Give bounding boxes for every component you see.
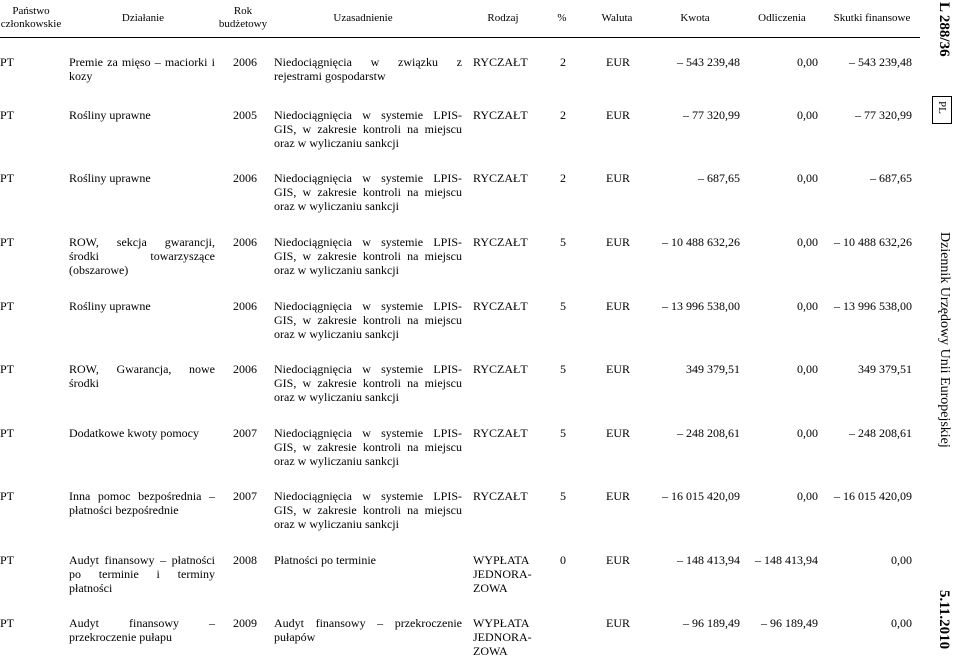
cell-procent: 2 bbox=[560, 108, 566, 122]
publication-date: 5.11.2010 bbox=[936, 590, 952, 650]
cell-dzialanie: Inna pomoc bezpośrednia – płatności bezpośrednie bbox=[69, 489, 215, 517]
cell-skutki: – 248 208,61 bbox=[849, 426, 912, 440]
cell-rok: 2006 bbox=[233, 299, 257, 313]
header-waluta: Waluta bbox=[601, 11, 633, 24]
cell-dzialanie: ROW, sekcja gwarancji, środki towarzyszące (obszarowe) bbox=[69, 235, 215, 277]
cell-procent: 5 bbox=[560, 299, 566, 313]
cell-waluta: EUR bbox=[606, 235, 630, 249]
cell-skutki: – 687,65 bbox=[870, 171, 912, 185]
cell-skutki: – 543 239,48 bbox=[849, 55, 912, 69]
language-label: PL bbox=[936, 101, 948, 114]
cell-procent: 2 bbox=[560, 171, 566, 185]
cell-rok: 2006 bbox=[233, 171, 257, 185]
cell-panstwo: PT bbox=[0, 426, 15, 440]
cell-rok: 2009 bbox=[233, 616, 257, 630]
cell-skutki: 349 379,51 bbox=[858, 362, 912, 376]
cell-panstwo: PT bbox=[0, 235, 15, 249]
cell-kwota: – 77 320,99 bbox=[683, 108, 740, 122]
cell-uzasadnienie: Niedociągnięcia w systemie LPIS-GIS, w zakresie kontroli na miejscu oraz w wyliczaniu sankcji bbox=[274, 362, 462, 404]
cell-kwota: – 543 239,48 bbox=[677, 55, 740, 69]
cell-rok: 2005 bbox=[233, 108, 257, 122]
cell-rodzaj: RYCZAŁT bbox=[473, 171, 528, 185]
header-rok: Rok budżetowy bbox=[218, 5, 268, 30]
header-dzialanie: Działanie bbox=[121, 11, 165, 24]
cell-panstwo: PT bbox=[0, 553, 15, 567]
header-odliczenia: Odliczenia bbox=[758, 11, 806, 24]
cell-procent: 5 bbox=[560, 362, 566, 376]
cell-odliczenia: 0,00 bbox=[797, 171, 818, 185]
cell-odliczenia: – 96 189,49 bbox=[761, 616, 818, 630]
cell-kwota: – 16 015 420,09 bbox=[662, 489, 740, 503]
cell-kwota: – 148 413,94 bbox=[677, 553, 740, 567]
cell-dzialanie: Premie za mięso – maciorki i kozy bbox=[69, 55, 215, 83]
cell-odliczenia: 0,00 bbox=[797, 299, 818, 313]
cell-procent: 2 bbox=[560, 55, 566, 69]
cell-panstwo: PT bbox=[0, 489, 15, 503]
cell-dzialanie: ROW, Gwarancja, nowe środki bbox=[69, 362, 215, 390]
cell-skutki: – 77 320,99 bbox=[855, 108, 912, 122]
header-skutki: Skutki finansowe bbox=[833, 11, 911, 24]
cell-uzasadnienie: Niedociągnięcia w związku z rejestrami gospodarstw bbox=[274, 55, 462, 83]
cell-waluta: EUR bbox=[606, 426, 630, 440]
cell-procent: 0 bbox=[560, 553, 566, 567]
language-badge bbox=[932, 96, 952, 124]
cell-panstwo: PT bbox=[0, 299, 15, 313]
cell-dzialanie: Audyt finansowy – płatności po terminie i terminy płatności bbox=[69, 553, 215, 595]
cell-rodzaj: WYPŁATA JEDNORA- ZOWA bbox=[473, 616, 532, 658]
cell-waluta: EUR bbox=[606, 362, 630, 376]
cell-rodzaj: RYCZAŁT bbox=[473, 426, 528, 440]
cell-uzasadnienie: Niedociągnięcia w systemie LPIS-GIS, w zakresie kontroli na miejscu oraz w wyliczaniu sankcji bbox=[274, 299, 462, 341]
cell-rodzaj: RYCZAŁT bbox=[473, 362, 528, 376]
cell-dzialanie: Dodatkowe kwoty pomocy bbox=[69, 426, 199, 440]
cell-waluta: EUR bbox=[606, 616, 630, 630]
cell-procent: 5 bbox=[560, 426, 566, 440]
header-panstwo: Państwo członkowskie bbox=[0, 5, 62, 30]
cell-odliczenia: 0,00 bbox=[797, 489, 818, 503]
cell-skutki: 0,00 bbox=[891, 553, 912, 567]
cell-waluta: EUR bbox=[606, 108, 630, 122]
cell-waluta: EUR bbox=[606, 299, 630, 313]
cell-rok: 2006 bbox=[233, 235, 257, 249]
page-reference: L 288/36 bbox=[936, 2, 952, 57]
cell-waluta: EUR bbox=[606, 55, 630, 69]
cell-panstwo: PT bbox=[0, 616, 15, 630]
cell-waluta: EUR bbox=[606, 489, 630, 503]
cell-rodzaj: RYCZAŁT bbox=[473, 108, 528, 122]
cell-odliczenia: 0,00 bbox=[797, 426, 818, 440]
cell-rok: 2007 bbox=[233, 426, 257, 440]
cell-odliczenia: 0,00 bbox=[797, 235, 818, 249]
cell-panstwo: PT bbox=[0, 55, 15, 69]
header-kwota: Kwota bbox=[680, 11, 710, 24]
cell-rok: 2007 bbox=[233, 489, 257, 503]
cell-skutki: – 13 996 538,00 bbox=[834, 299, 912, 313]
cell-dzialanie: Rośliny uprawne bbox=[69, 108, 151, 122]
cell-uzasadnienie: Niedociągnięcia w systemie LPIS-GIS, w zakresie kontroli na miejscu oraz w wyliczaniu sankcji bbox=[274, 489, 462, 531]
cell-uzasadnienie: Płatności po terminie bbox=[274, 553, 376, 567]
cell-kwota: – 687,65 bbox=[698, 171, 740, 185]
cell-waluta: EUR bbox=[606, 553, 630, 567]
cell-kwota: – 248 208,61 bbox=[677, 426, 740, 440]
cell-rodzaj: WYPŁATA JEDNORA- ZOWA bbox=[473, 553, 532, 595]
cell-skutki: 0,00 bbox=[891, 616, 912, 630]
cell-skutki: – 16 015 420,09 bbox=[834, 489, 912, 503]
cell-rok: 2006 bbox=[233, 362, 257, 376]
cell-uzasadnienie: Niedociągnięcia w systemie LPIS-GIS, w zakresie kontroli na miejscu oraz w wyliczaniu sankcji bbox=[274, 235, 462, 277]
cell-dzialanie: Rośliny uprawne bbox=[69, 171, 151, 185]
cell-procent: 5 bbox=[560, 235, 566, 249]
cell-uzasadnienie: Audyt finansowy – przekroczenie pułapów bbox=[274, 616, 462, 644]
cell-dzialanie: Rośliny uprawne bbox=[69, 299, 151, 313]
cell-uzasadnienie: Niedociągnięcia w systemie LPIS-GIS, w zakresie kontroli na miejscu oraz w wyliczaniu sankcji bbox=[274, 426, 462, 468]
header-rule bbox=[0, 37, 920, 38]
cell-panstwo: PT bbox=[0, 362, 15, 376]
header-procent: % bbox=[557, 11, 567, 24]
cell-procent: 5 bbox=[560, 489, 566, 503]
cell-odliczenia: 0,00 bbox=[797, 108, 818, 122]
cell-rodzaj: RYCZAŁT bbox=[473, 55, 528, 69]
cell-waluta: EUR bbox=[606, 171, 630, 185]
journal-title: Dziennik Urzędowy Unii Europejskiej bbox=[937, 232, 952, 448]
side-margin bbox=[930, 0, 954, 663]
header-uzasadnienie: Uzasadnienie bbox=[333, 11, 393, 24]
cell-rodzaj: RYCZAŁT bbox=[473, 299, 528, 313]
cell-odliczenia: 0,00 bbox=[797, 55, 818, 69]
cell-rok: 2008 bbox=[233, 553, 257, 567]
cell-kwota: 349 379,51 bbox=[686, 362, 740, 376]
cell-rodzaj: RYCZAŁT bbox=[473, 235, 528, 249]
cell-kwota: – 96 189,49 bbox=[683, 616, 740, 630]
cell-kwota: – 10 488 632,26 bbox=[662, 235, 740, 249]
cell-skutki: – 10 488 632,26 bbox=[834, 235, 912, 249]
header-rodzaj: Rodzaj bbox=[487, 11, 519, 24]
cell-rok: 2006 bbox=[233, 55, 257, 69]
cell-panstwo: PT bbox=[0, 171, 15, 185]
cell-rodzaj: RYCZAŁT bbox=[473, 489, 528, 503]
cell-kwota: – 13 996 538,00 bbox=[662, 299, 740, 313]
cell-odliczenia: – 148 413,94 bbox=[755, 553, 818, 567]
cell-odliczenia: 0,00 bbox=[797, 362, 818, 376]
cell-dzialanie: Audyt finansowy – przekroczenie pułapu bbox=[69, 616, 215, 644]
cell-uzasadnienie: Niedociągnięcia w systemie LPIS-GIS, w zakresie kontroli na miejscu oraz w wyliczaniu sankcji bbox=[274, 171, 462, 213]
cell-panstwo: PT bbox=[0, 108, 15, 122]
cell-uzasadnienie: Niedociągnięcia w systemie LPIS-GIS, w zakresie kontroli na miejscu oraz w wyliczaniu sankcji bbox=[274, 108, 462, 150]
